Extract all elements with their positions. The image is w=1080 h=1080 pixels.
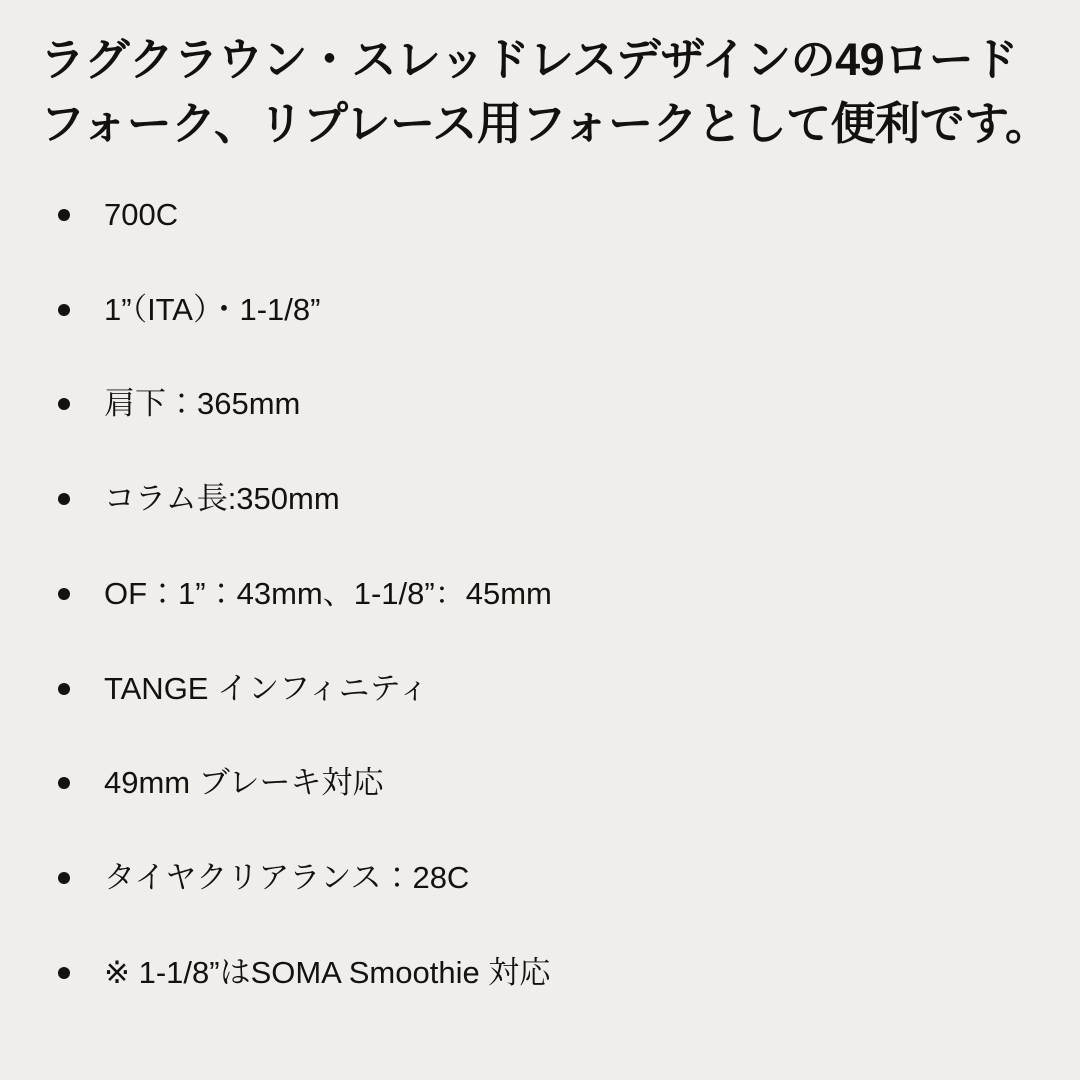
bullet-icon (58, 683, 70, 695)
bullet-icon (58, 588, 70, 600)
list-item (50, 480, 1036, 519)
bullet-icon (58, 872, 70, 884)
bullet-icon (58, 209, 70, 221)
page-title-line-2: フォーク、リプレース用フォークとして便利です。 (40, 97, 1050, 149)
bullet-icon (58, 398, 70, 410)
spec-list (40, 196, 1036, 993)
page-title-line-1: ラグクラウン・スレッドレスデザインの49ロード (40, 34, 1018, 85)
page-title (40, 28, 1050, 156)
list-item-label: タイヤクリアランス：28C (104, 860, 470, 896)
list-item-label: 49mm ブレーキ対応 (104, 765, 384, 801)
list-item-label: TANGE インフィニティ (104, 670, 430, 706)
list-item (50, 575, 1036, 614)
bullet-icon (58, 304, 70, 316)
list-item (50, 291, 1036, 330)
list-item (50, 196, 1036, 235)
bullet-icon (58, 493, 70, 505)
list-item-label: 1”（ITA）・1-1/8” (104, 291, 321, 327)
list-item (50, 859, 1036, 898)
list-item (50, 764, 1036, 803)
list-item-label: ※ 1-1/8”はSOMA Smoothie 対応 (104, 954, 551, 990)
list-item-label: 700C (104, 196, 179, 232)
bullet-icon (58, 967, 70, 979)
list-item-label: コラム長:350mm (104, 481, 340, 517)
list-item (50, 385, 1036, 424)
list-item (50, 954, 1036, 993)
bullet-icon (58, 777, 70, 789)
list-item-label: 肩下：365mm (104, 386, 301, 422)
list-item (50, 670, 1036, 709)
list-item-label: OF：1”：43mm、1-1/8”：45mm (104, 575, 552, 611)
